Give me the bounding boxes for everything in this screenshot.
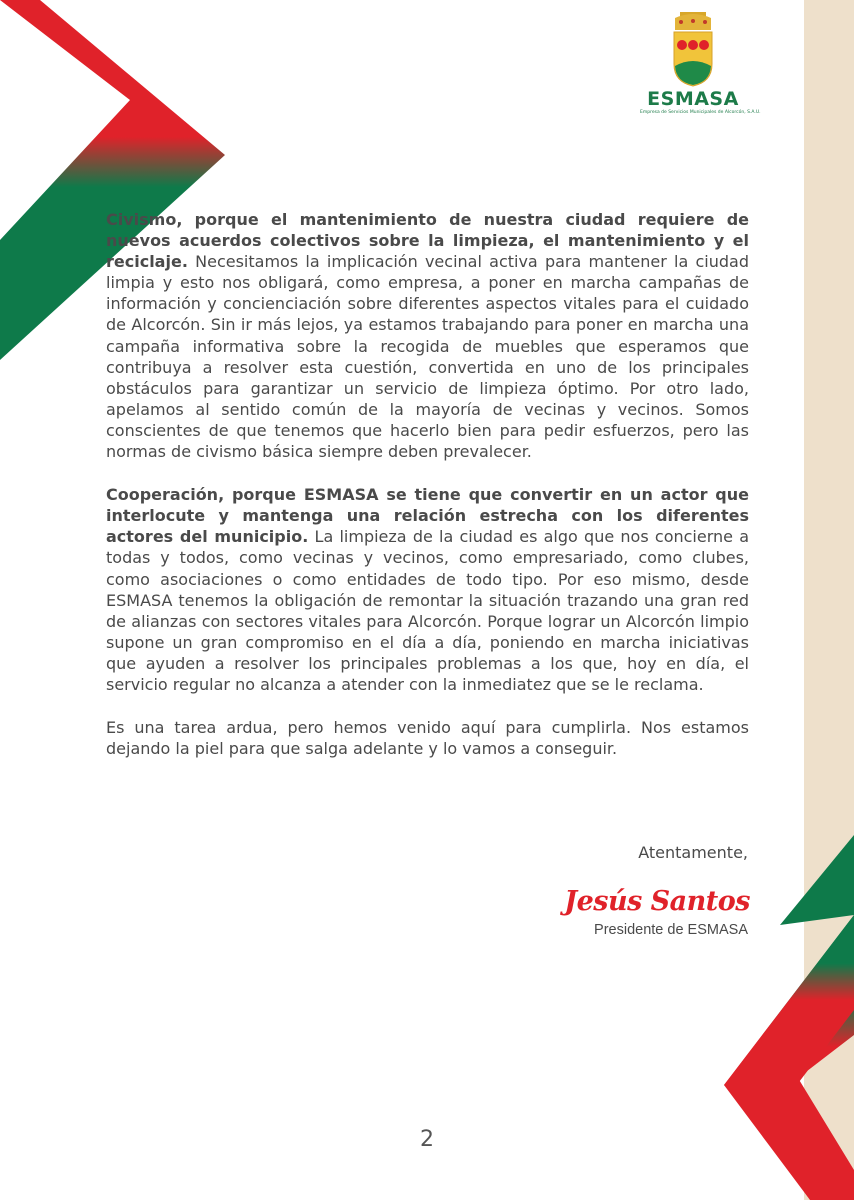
page-number: 2 bbox=[420, 1127, 434, 1152]
paragraph-lead: Cooperación, porque ESMASA se tiene que convertir en un actor que interlocute y mantenga una relación estrecha con los diferentes actores del municipio. bbox=[106, 485, 749, 547]
crest-icon bbox=[630, 12, 756, 92]
paragraph-text: Necesitamos la implicación vecinal activa para mantener la ciudad limpia y esto nos obligará, como empresa, a poner en marcha campañas de información y concienciación sobre diferentes aspectos vitales para el cuidado de Alcorcón. Sin ir más lejos, ya estamos trabajando para poner en marcha una campaña informativa sobre la recogida de muebles que esperamos que contribuya a resolver esta cuestión, convertida en uno de los principales obstáculos para garantizar un servicio de limpieza óptimo. Por otro lado, apelamos al sentido común de la mayoría de vecinas y vecinos. Somos conscientes de que tenemos que hacerlo bien para pedir esfuerzos, pero las normas de civismo básica siempre deben prevalecer. bbox=[106, 252, 749, 462]
paragraph-lead: Civismo, porque el mantenimiento de nuestra ciudad requiere de nuevos acuerdos colectivos sobre la limpieza, el mantenimiento y el reciclaje. bbox=[106, 210, 749, 272]
paragraph-closing bbox=[106, 717, 749, 759]
signature: Jesús Santos bbox=[564, 886, 750, 917]
paragraph-text: La limpieza de la ciudad es algo que nos concierne a todas y todos, como vecinas y vecinos, como empresariado, como clubes, como asociaciones o como entidades de todo tipo. Por eso mismo, desde ESMASA tenemos la obligación de remontar la situación trazando una gran red de alianzas con sectores vitales para Alcorcón. Porque lograr un Alcorcón limpio supone un gran compromiso en el día a día, poniendo en marcha iniciativas que ayuden a resolver los principales problemas a los que, hoy en día, el servicio regular no alcanza a atender con la inmediatez que se le reclama. bbox=[106, 527, 750, 694]
esmasa-logo bbox=[630, 12, 760, 122]
signer-role: Presidente de ESMASA bbox=[594, 922, 748, 938]
logo-subtitle: Empresa de Servicios Municipales de Alcorcón, S.A.U. bbox=[640, 110, 761, 115]
paragraph-civismo bbox=[106, 209, 749, 462]
paragraph-text: Es una tarea ardua, pero hemos venido aquí para cumplirla. Nos estamos dejando la piel para que salga adelante y lo vamos a conseguir. bbox=[106, 718, 749, 759]
closing-salutation: Atentamente, bbox=[638, 843, 748, 862]
letter-body bbox=[106, 209, 749, 781]
logo-wordmark: ESMASA bbox=[647, 88, 739, 110]
paragraph-cooperacion bbox=[106, 484, 749, 695]
bottom-right-band bbox=[724, 835, 854, 1120]
